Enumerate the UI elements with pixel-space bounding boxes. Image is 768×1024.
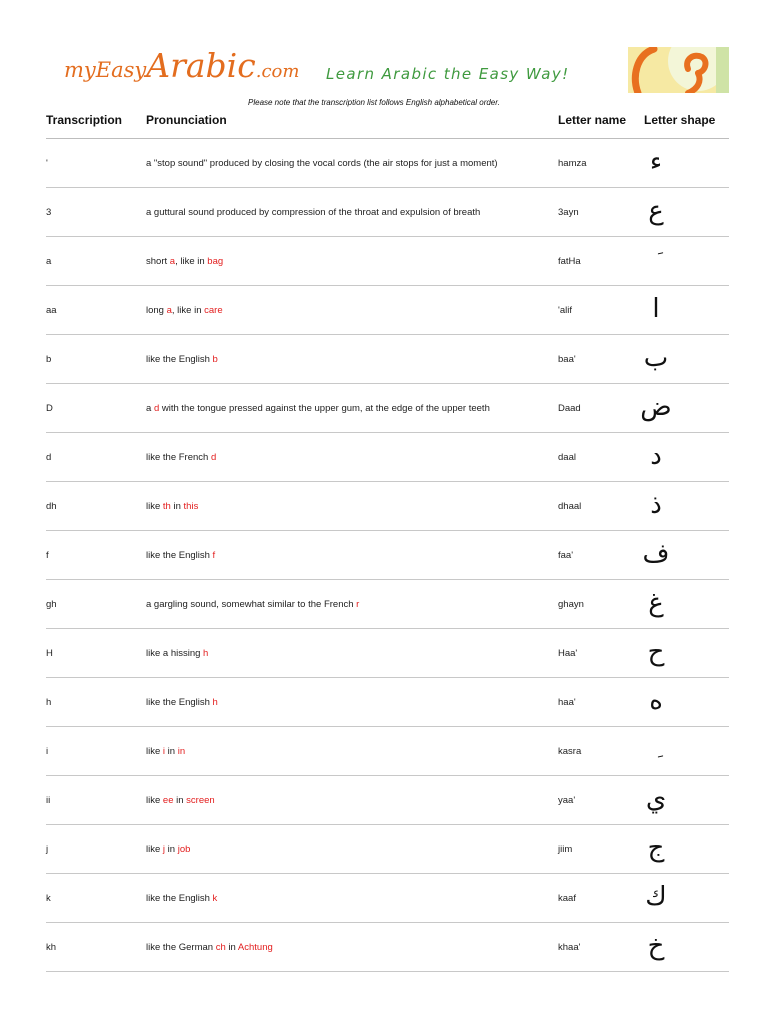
table-row [46,629,729,678]
transcription-cell: k [46,893,51,904]
letter-shape-cell: ح [647,637,665,667]
transcription-cell: j [46,844,49,855]
highlighted-sound: i [162,746,166,757]
highlighted-sound: j [162,844,166,855]
pronunciation-cell [146,942,273,953]
pronunciation-cell [146,256,223,267]
highlighted-sound: a [166,305,172,316]
letter-name-cell: dhaal [558,501,582,512]
table-row [46,286,729,335]
pronunciation-cell [146,158,498,169]
letter-name-cell: yaa' [558,795,576,806]
table-row [46,237,729,286]
pronunciation-text: in [165,844,178,855]
transcription-cell: a [46,256,52,267]
letter-shape-cell: ج [647,833,665,863]
column-header-letter-name: Letter name [558,113,627,127]
pronunciation-text: like [146,746,163,757]
transcription-cell: kh [46,942,57,953]
transcription-cell: gh [46,599,57,610]
table-row [46,776,729,825]
table-row [46,433,729,482]
letter-shape-cell: غ [648,588,664,618]
table-row [46,580,729,629]
letter-name-cell: haa' [558,697,576,708]
table-row [46,188,729,237]
transcription-cell: d [46,452,52,463]
pronunciation-cell [146,207,480,218]
highlighted-sound: care [204,305,223,316]
letter-shape-cell: ف [642,539,670,569]
highlighted-sound: th [162,501,171,512]
letter-name-cell: 'alif [558,305,572,316]
letter-name-cell: Haa' [558,648,578,659]
table-row [46,678,729,727]
pronunciation-cell [146,550,215,561]
pronunciation-text: a gargling sound, somewhat similar to the French [146,599,357,610]
pronunciation-text: in [170,501,184,512]
letter-shape-cell [636,732,676,768]
highlighted-sound: h [203,648,209,659]
pronunciation-cell [146,893,217,904]
highlighted-sound: f [212,550,216,561]
pronunciation-text: like the English [146,354,213,365]
pronunciation-cell [146,354,218,365]
highlighted-sound: r [356,599,360,610]
table-header [46,104,729,139]
logo-dotcom: .com [255,61,300,82]
logo-arabic: Arabic [146,46,256,85]
table-row [46,727,729,776]
letter-name-cell: ghayn [558,599,584,610]
transcription-cell: i [46,746,49,757]
letter-name-cell: fatHa [558,256,581,267]
pronunciation-text: a guttural sound produced by compression of the throat and expulsion of breath [146,207,481,218]
letter-name-cell: kasra [558,746,582,757]
table-body [46,139,729,972]
letter-shape-cell: د [650,441,662,471]
letter-name-cell: kaaf [558,893,576,904]
transcription-cell: b [46,354,52,365]
letter-shape-cell: ه [649,686,663,716]
highlighted-sound: a [169,256,176,267]
pronunciation-text: , like in [171,305,205,316]
logo-easy: Easy [95,58,147,82]
pronunciation-text: , like in [175,256,208,267]
letter-shape-cell: ي [645,784,667,814]
pronunciation-text: in [225,942,238,953]
transcription-cell: ' [46,158,48,169]
highlighted-sound: bag [207,256,224,267]
arabic-letter-decoration-icon [628,47,729,93]
pronunciation-text: with the tongue pressed against the upper gum, at the edge of the upper teeth [159,403,490,414]
highlighted-sound: d [153,403,160,414]
pronunciation-text: like [146,844,163,855]
pronunciation-cell [146,844,190,855]
pronunciation-text: like the English [146,697,213,708]
pronunciation-text: like the English [146,550,213,561]
letter-shape-cell: ذ [650,490,662,520]
table-row [46,335,729,384]
pronunciation-cell [146,697,218,708]
letter-shape-cell: ض [640,392,672,422]
letter-name-cell: daal [558,452,576,463]
table-row [46,825,729,874]
highlighted-sound: k [212,893,218,904]
pronunciation-cell [146,795,215,806]
letter-name-cell: jiim [558,844,573,855]
letter-shape-cell: خ [647,931,665,961]
logo-my: my [64,58,96,82]
transcription-cell: ii [46,795,51,806]
letter-name-cell: faa' [558,550,574,561]
transcription-cell: f [46,550,49,561]
letter-shape-cell: ا [652,294,660,324]
myeasyarabic-logo[interactable] [64,46,299,90]
transcription-cell: h [46,697,52,708]
highlighted-sound: screen [186,795,215,806]
alphabetical-order-note: Please note that the transcription list follows English alphabetical order. [248,98,500,107]
highlighted-sound: d [210,452,217,463]
pronunciation-text: like [146,501,163,512]
pronunciation-text: long [146,305,167,316]
page-header [0,0,768,100]
pronunciation-cell [146,403,490,414]
letter-name-cell: Daad [558,403,581,414]
pronunciation-text: a "stop sound" produced by closing the vocal cords (the air stops for just a moment) [146,158,498,169]
table-row [46,531,729,580]
letter-shape-cell: ك [645,882,667,912]
tagline: Learn Arabic the Easy Way! [326,65,570,83]
pronunciation-cell [146,599,359,610]
transcription-cell: aa [46,305,57,316]
table-row [46,139,729,188]
letter-name-cell: 3ayn [558,207,579,218]
letter-shape-cell [636,242,676,278]
pronunciation-text: like the French [146,452,211,463]
letter-name-cell: baa' [558,354,576,365]
letter-name-cell: khaa' [558,942,581,953]
highlighted-sound: h [212,697,218,708]
pronunciation-text: a [146,403,154,414]
pronunciation-cell [146,501,198,512]
pronunciation-text: like the English [146,893,213,904]
highlighted-sound: this [183,501,199,512]
pronunciation-cell [146,452,216,463]
pronunciation-text: like the German [146,942,216,953]
column-header-transcription: Transcription [46,113,123,127]
highlighted-sound: ch [215,942,226,953]
pronunciation-text: in [165,746,178,757]
pronunciation-cell [146,305,223,316]
transcription-cell: D [46,403,53,414]
letter-shape-cell: ء [649,147,663,177]
highlighted-sound: job [177,844,191,855]
pronunciation-text: in [173,795,187,806]
transcription-cell: H [46,648,53,659]
column-header-pronunciation: Pronunciation [146,113,227,127]
transcription-cell: dh [46,501,57,512]
pronunciation-text: like [146,795,163,806]
transcription-table [46,104,729,972]
highlighted-sound: Achtung [237,942,273,953]
letter-shape-cell: ب [643,343,669,373]
highlighted-sound: in [177,746,186,757]
table-row [46,874,729,923]
pronunciation-cell [146,746,185,757]
highlighted-sound: b [212,354,218,365]
table-row [46,482,729,531]
table-row [46,923,729,972]
letter-shape-cell: ع [648,196,664,226]
transcription-cell: 3 [46,207,52,218]
pronunciation-text: short [146,256,170,267]
letter-name-cell: hamza [558,158,587,169]
pronunciation-cell [146,648,208,659]
pronunciation-text: like a hissing [146,648,204,659]
table-row [46,384,729,433]
highlighted-sound: ee [162,795,174,806]
column-header-letter-shape: Letter shape [644,113,716,127]
